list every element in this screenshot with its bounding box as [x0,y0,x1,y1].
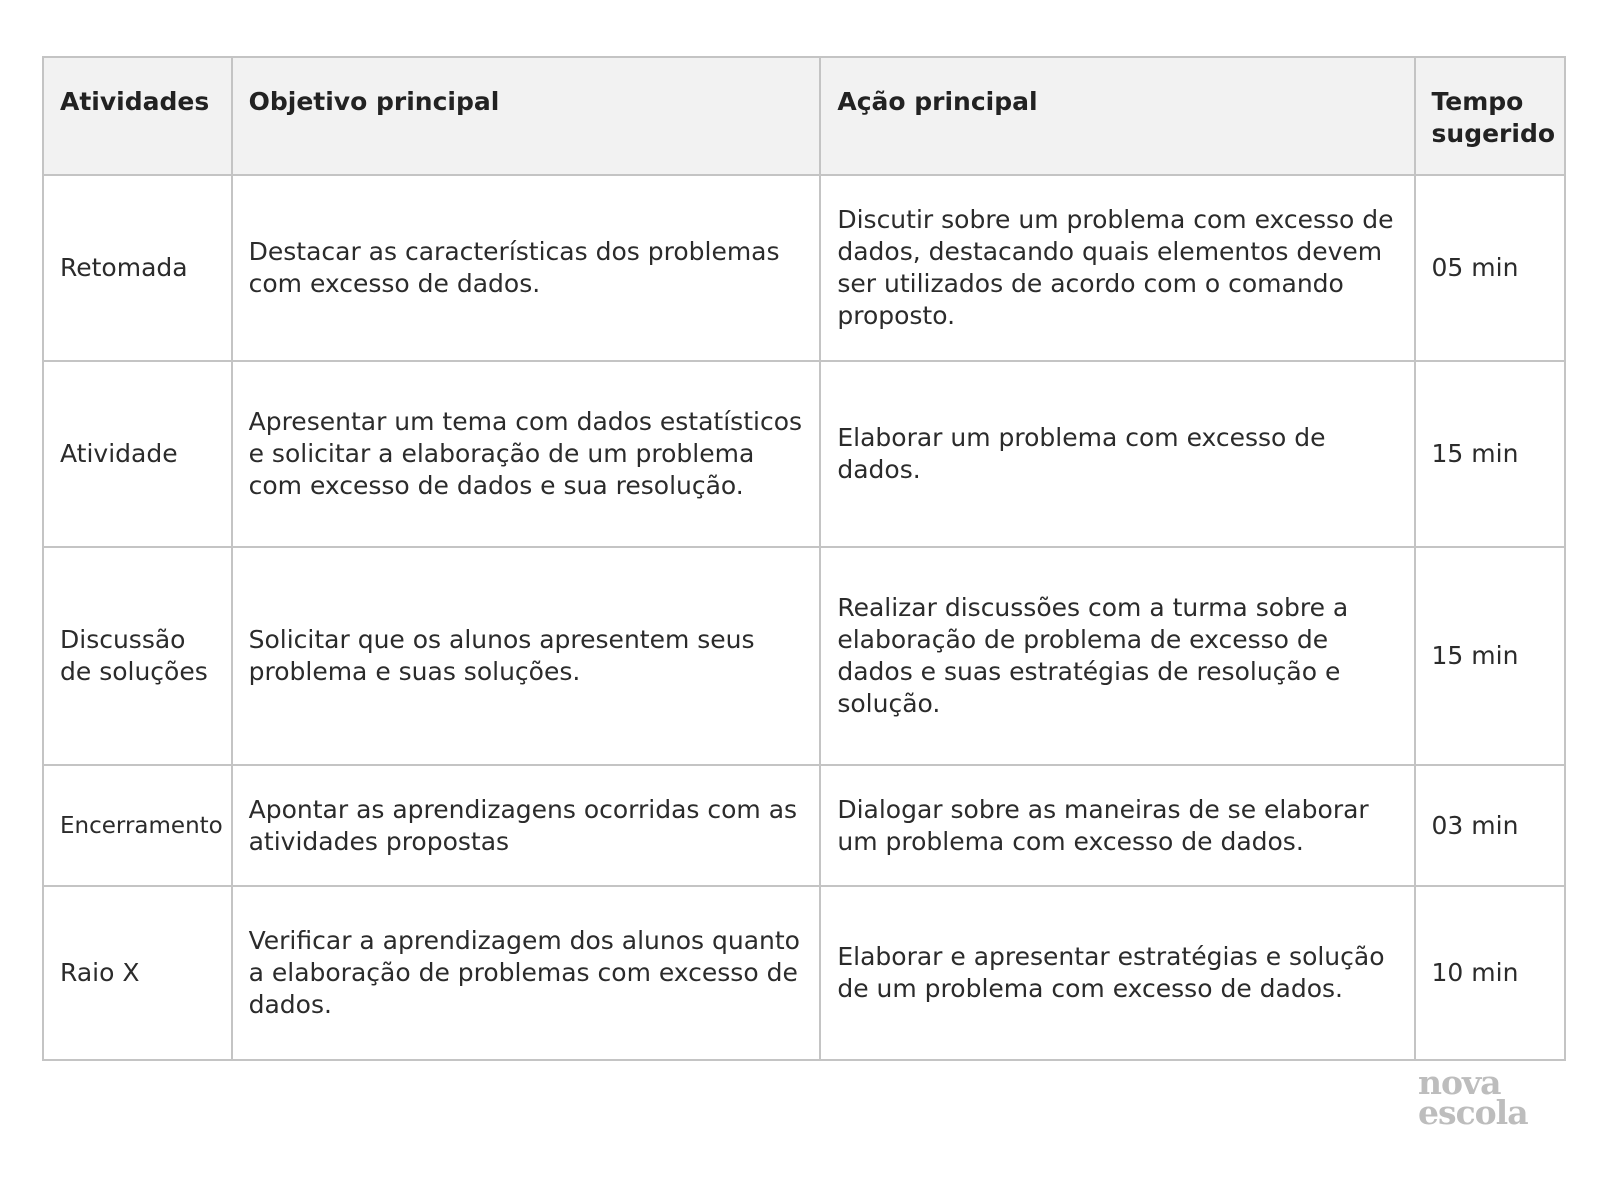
nova-escola-logo [1418,1063,1538,1132]
activity-cell: Discussão de soluções [43,547,232,765]
activity-cell: Retomada [43,175,232,361]
lesson-plan-table [42,56,1566,1061]
objective-cell: Verificar a aprendizagem dos alunos quanto a elaboração de problemas com excesso de dados. [232,886,821,1060]
action-cell: Elaborar um problema com excesso de dados. [820,361,1414,547]
table-row [43,765,1565,886]
header-main-objective: Objetivo principal [232,57,821,175]
objective-cell: Apresentar um tema com dados estatísticos e solicitar a elaboração de um problema com excesso de dados e sua resolução. [232,361,821,547]
action-cell: Dialogar sobre as maneiras de se elaborar um problema com excesso de dados. [820,765,1414,886]
table-row [43,361,1565,547]
action-cell: Elaborar e apresentar estratégias e solução de um problema com excesso de dados. [820,886,1414,1060]
time-cell: 05 min [1415,175,1565,361]
time-cell: 15 min [1415,547,1565,765]
objective-cell: Solicitar que os alunos apresentem seus problema e suas soluções. [232,547,821,765]
objective-cell: Destacar as características dos problemas com excesso de dados. [232,175,821,361]
time-cell: 10 min [1415,886,1565,1060]
activity-cell: Encerramento [43,765,232,886]
header-activities: Atividades [43,57,232,175]
logo-line-escola: escola [1418,1093,1528,1132]
activity-cell: Raio X [43,886,232,1060]
activity-cell: Atividade [43,361,232,547]
header-main-action: Ação principal [820,57,1414,175]
table-row [43,175,1565,361]
time-cell: 03 min [1415,765,1565,886]
table-row [43,886,1565,1060]
table-row [43,547,1565,765]
table-header-row [43,57,1565,175]
objective-cell: Apontar as aprendizagens ocorridas com as atividades propostas [232,765,821,886]
action-cell: Realizar discussões com a turma sobre a elaboração de problema de excesso de dados e suas estratégias de resolução e solução. [820,547,1414,765]
logo-line-nova: nova [1418,1063,1501,1102]
header-suggested-time: Tempo sugerido [1415,57,1565,175]
time-cell: 15 min [1415,361,1565,547]
action-cell: Discutir sobre um problema com excesso de dados, destacando quais elementos devem ser utilizados de acordo com o comando proposto. [820,175,1414,361]
